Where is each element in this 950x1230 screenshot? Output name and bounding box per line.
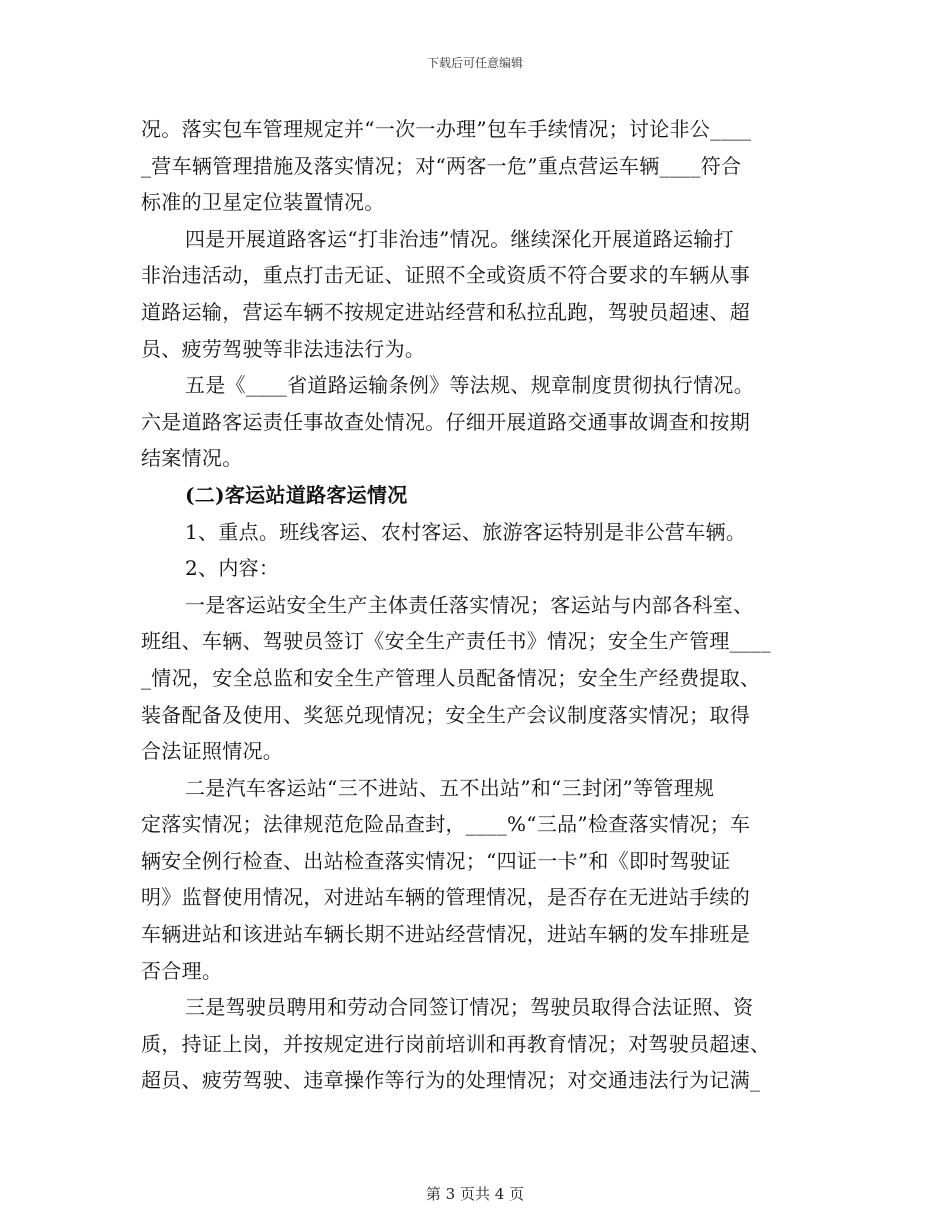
text-line: _情况，安全总监和安全生产管理人员配备情况；安全生产经费提取、 xyxy=(141,665,761,690)
text-line: 结案情况。 xyxy=(141,446,243,471)
text-line: 况。落实包车管理规定并“一次一办理”包车手续情况；讨论非公____ xyxy=(141,117,752,141)
text-line: 道路运输，营运车辆不按规定进站经营和私拉乱跑，驾驶员超速、超 xyxy=(141,299,750,324)
text-line: 二是汽车客运站“三不进站、五不出站”和“三封闭”等管理规 xyxy=(185,775,715,800)
text-line: 1、重点。班线客运、农村客运、旅游客运特别是非公营车辆。 xyxy=(185,519,747,544)
text-line: 员、疲劳驾驶等非法违法行为。 xyxy=(141,336,426,361)
text-line: 非治违活动，重点打击无证、证照不全或资质不符合要求的车辆从事 xyxy=(141,263,750,288)
text-line: 一是客运站安全生产主体责任落实情况；客运站与内部各科室、 xyxy=(185,592,754,617)
text-line: 质，持证上岗，并按规定进行岗前培训和再教育情况；对驾驶员超速、 xyxy=(141,1031,771,1056)
text-line: 车辆进站和该进站车辆长期不进站经营情况，进站车辆的发车排班是 xyxy=(141,922,750,947)
section-heading: (二)客运站道路客运情况 xyxy=(185,482,408,507)
text-line: 否合理。 xyxy=(141,958,223,983)
text-line: 合法证照情况。 xyxy=(141,739,284,764)
text-line: 三是驾驶员聘用和劳动合同签订情况；驾驶员取得合法证照、资 xyxy=(185,995,754,1020)
text-line: 六是道路客运责任事故查处情况。仔细开展道路交通事故调查和按期 xyxy=(141,409,750,434)
text-line: 定落实情况；法律规范危险品查封，____%“三品”检查落实情况；车 xyxy=(141,812,751,837)
text-line: 2、内容： xyxy=(185,556,280,581)
page-footer: 第 3 页共 4 页 xyxy=(425,1185,525,1203)
text-line: _营车辆管理措施及落实情况；对“两客一危”重点营运车辆____符合 xyxy=(141,153,742,178)
text-line: 标准的卫星定位装置情况。 xyxy=(141,190,385,215)
text-line: 辆安全例行检查、出站检查落实情况；“四证一卡”和《即时驾驶证 xyxy=(141,848,731,873)
text-line: 班组、车辆、驾驶员签订《安全生产责任书》情况；安全生产管理____ xyxy=(141,629,771,654)
page-header: 下载后可任意编辑 xyxy=(426,56,523,70)
text-line: 超员、疲劳驾驶、违章操作等行为的处理情况；对交通违法行为记满_ xyxy=(141,1068,761,1093)
text-line: 明》监督使用情况，对进站车辆的管理情况，是否存在无进站手续的 xyxy=(141,885,750,910)
text-line: 装备配备及使用、奖惩兑现情况；安全生产会议制度落实情况；取得 xyxy=(141,702,750,727)
text-line: 四是开展道路客运“打非治违”情况。继续深化开展道路运输打 xyxy=(185,226,734,251)
text-line: 五是《____省道路运输条例》等法规、规章制度贯彻执行情况。 xyxy=(185,373,754,398)
document-body xyxy=(141,111,804,1099)
